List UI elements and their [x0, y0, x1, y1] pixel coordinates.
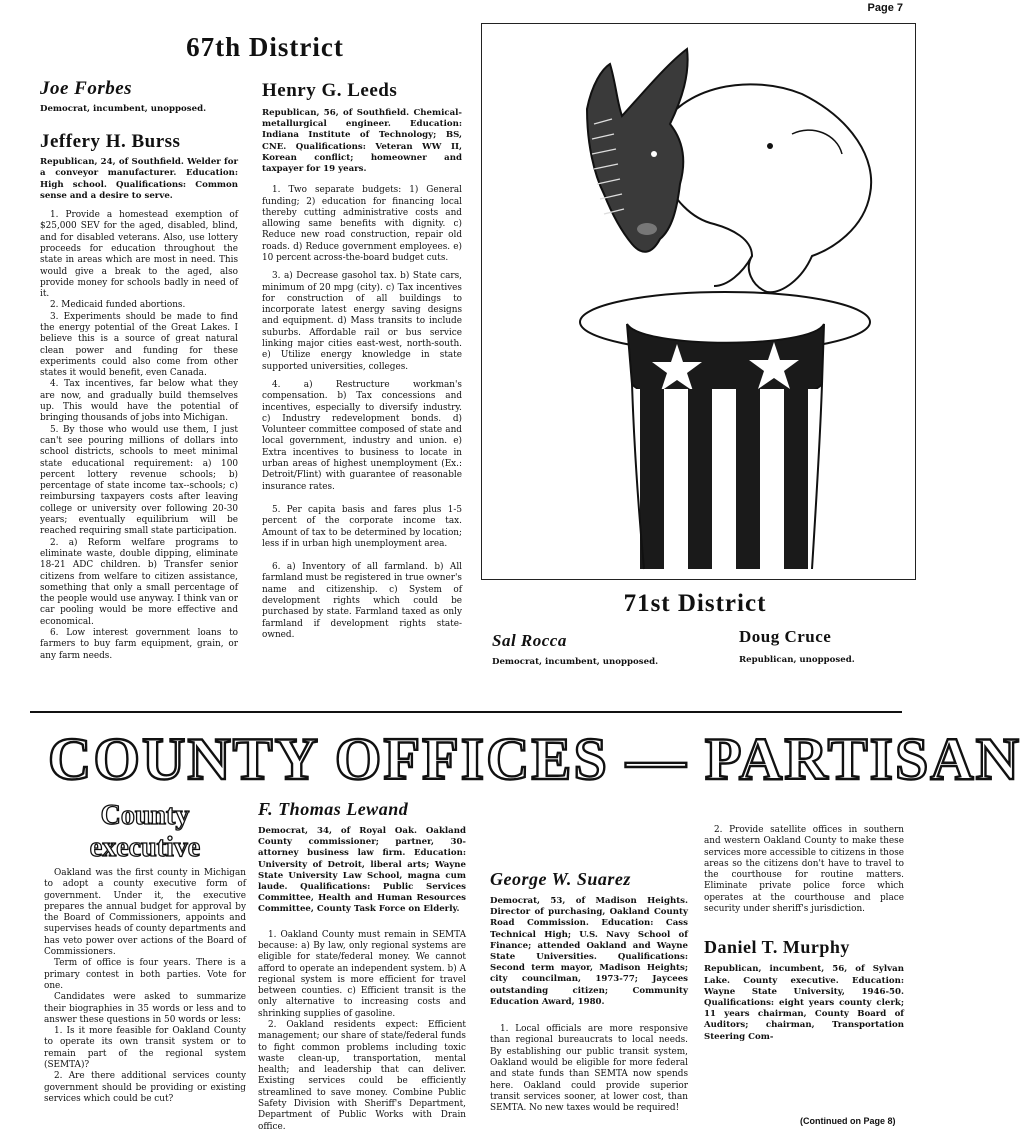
- answer-paragraph: 1. Oakland County must remain in SEMTA because: a) By law, only regional systems are eligible for state/federal money. We cannot afford to operate an independent system. b) A regional system is more efficient for travel between counties. c) Efficient transit is the only alternative to increasing costs and shrinking supplies of gasoline.: [258, 929, 466, 1019]
- answer-paragraph: 1. Local officials are more responsive than regional bureaucrats to local needs. By establishing our public transit system, Oakland would be eligible for more federal and state funds than SEMTA now spends here. Oakland could provide superior transit services sooner, at lower cost, than SEMTA. No new taxes would be required!: [490, 1024, 688, 1114]
- answer-paragraph: 2. Medicaid funded abortions.: [50, 300, 186, 311]
- intro-paragraph: Term of office is four years. There is a primary contest in both parties. Vote for one.: [44, 958, 246, 991]
- candidate-bio-burss: Republican, 24, of Southfield. Welder for a conveyor manufacturer. Education: High school. Qualifications: Common sense and a desire to serve.: [40, 157, 238, 201]
- county-heading-line2: executive: [89, 832, 201, 863]
- answer-paragraph: 2. Provide satellite offices in southern and western Oakland County to make these services more accessible to citizens in those areas so the citizens don't have to travel to the courthouse for routine matters. Eliminate private police force which operates at the courthouse and place security under sheriff's jurisdiction.: [704, 825, 904, 915]
- answer-paragraph: 6. a) Inventory of all farmland. b) All farmland must be registered in true owner's name and citizenship. c) System of development rights which could be purchased by state. Farmland taxed as only farmland if development rights state-owned.: [262, 562, 462, 640]
- editorial-cartoon: [481, 23, 916, 580]
- leeds-answers: [262, 185, 462, 641]
- burss-answers: [40, 210, 238, 662]
- answer-paragraph: 2. a) Reform welfare programs to eliminate waste, double dipping, eliminate 18-21 ADC children. b) Transfer senior citizens from welfare to citizen assistance, something that only a small percentage of the people would use anyway. I think van or car pooling would be more effective and economical.: [40, 537, 238, 627]
- column-left: [40, 78, 238, 662]
- lewand-column: [258, 799, 466, 1133]
- page-number: Page 7: [867, 2, 903, 14]
- candidate-bio-suarez: Democrat, 53, of Madison Heights. Director of purchasing, Oakland County Road Commission. Education: Cass Technical High; U.S. Navy School of Finance; attended Oakland and Wayne State Universities. Qualifications: Second term mayor, Madison Heights; city councilman, 1973-77; Jaycees outstanding citizen; Community Education Award, 1980.: [490, 896, 688, 1007]
- county-offices-banner: COUNTY OFFICES — PARTISAN: [48, 726, 1021, 792]
- candidate-name-forbes: Joe Forbes: [40, 78, 133, 99]
- answer-paragraph: 3. a) Decrease gasohol tax. b) State cars, minimum of 20 mpg (city). c) Tax incentives for construction of all buildings to incorporate latest energy saving designs and equipment. d) Mass transits to include suburbs. Affordable rail or bus service linking major cities east-west, north-south. e) Utilize energy knowledge in state supported universities, colleges.: [262, 271, 462, 372]
- answer-paragraph: 4. Tax incentives, far below what they are now, and gradually build themselves up. This would have the potential of bringing thousands of jobs into Michigan.: [40, 379, 238, 424]
- candidate-bio-leeds: Republican, 56, of Southfield. Chemical-metallurgical engineer. Education: Indiana Institute of Technology; BS, CNE. Qualifications: Veteran WW II, Korean conflict; homeowner and taxpayer for 19 years.: [262, 108, 462, 175]
- candidate-bio-murphy: Republican, incumbent, 56, of Sylvan Lake. County executive. Education: Wayne State University, 1946-50. Qualifications: eight years county clerk; 11 years chairman, County Board of Auditors; chairman, Transportation Steering Com-: [704, 964, 904, 1042]
- district-67-heading: 67th District: [186, 32, 344, 62]
- county-intro: [44, 868, 246, 1105]
- donkey-elephant-hat-icon: [482, 24, 915, 579]
- suarez-column: [490, 869, 688, 1114]
- candidate-name-lewand: F. Thomas Lewand: [258, 799, 409, 819]
- suarez-answer-2: [704, 825, 904, 915]
- lewand-answers: [258, 930, 466, 1133]
- candidate-bio-rocca: Democrat, incumbent, unopposed.: [492, 657, 659, 667]
- answer-paragraph: 1. Two separate budgets: 1) General funding; 2) education for financing local thereby cutting administrative costs and allowing same benefits with dignity. c) Reduce new road construction, repair old roads. d) Reduce government employees. e) 10 percent across-the-board budget cuts.: [262, 185, 462, 263]
- district-71-heading: 71st District: [623, 590, 767, 617]
- right-column: [704, 825, 904, 1043]
- intro-paragraph: 1. Is it more feasible for Oakland County to operate its own transit system or to remain part of the regional system (SEMTA)?: [44, 1026, 246, 1071]
- answer-paragraph: 6. Low interest government loans to farmers to buy farm equipment, grain, or any farm needs.: [40, 628, 238, 661]
- candidate-bio-cruce: Republican, unopposed.: [739, 655, 855, 665]
- candidate-name-burss: Jeffery H. Burss: [40, 131, 181, 153]
- column-middle: [262, 80, 462, 641]
- suarez-answers: [490, 1024, 688, 1114]
- intro-paragraph: 2. Are there additional services county government should be providing or existing services which could be cut?: [44, 1071, 246, 1104]
- candidate-name-murphy: Daniel T. Murphy: [704, 937, 850, 958]
- candidate-bio-lewand: Democrat, 34, of Royal Oak. Oakland County commissioner; partner, 30-attorney business law firm. Education: University of Detroit, liberal arts; Wayne State University Law School, magna cum laude. Qualifications: Public Services Committee, Health and Human Resources Committee, County Task Force on Elderly.: [258, 826, 466, 915]
- county-executive-column: [44, 800, 246, 1105]
- answer-paragraph: 5. By those who would use them, I just can't see pouring millions of dollars into school districts, schools to meet minimal state educational requirement: a) 100 percent lottery revenue schools; b) percentage of state income tax--schools; c) reimbursing taxpayers costs after leaving college or university over following 20-30 years; eventually equilibrium will be reached requiring small state participation.: [40, 424, 238, 537]
- candidate-name-cruce: Doug Cruce: [739, 627, 832, 646]
- candidate-name-rocca: Sal Rocca: [492, 631, 567, 650]
- intro-paragraph: Oakland was the first county in Michigan to adopt a county executive form of government. Under it, the executive prepares the annual budget for approval by the Board of Commissioners, appoints and supervises heads of county departments and has veto power over actions of the Board of Commissioners.: [44, 868, 246, 958]
- answer-paragraph: 5. Per capita basis and fares plus 1-5 percent of the corporate income tax. Amount of tax to be determined by location; less if in urban high unemployment area.: [262, 504, 462, 549]
- answer-paragraph: 1. Provide a homestead exemption of $25,000 SEV for the aged, disabled, blind, and for disabled veterans. Also, use lottery proceeds for education throughout the state in areas which are most in need. This would give a break to the aged, also provide money for schools badly in need of it.: [40, 210, 238, 300]
- answer-paragraph: 2. Oakland residents expect: Efficient management; our share of state/federal funds to fight common problems including toxic waste clean-up, transportation, mental health; and leadership that can deliver. Existing services could be efficiently streamlined to save money. Combine Public Safety Division with Sheriff's Department, Department of Public Works with Drain office.: [258, 1020, 466, 1132]
- candidate-bio-forbes: Democrat, incumbent, unopposed.: [40, 104, 207, 114]
- intro-paragraph: Candidates were asked to summarize their biographies in 35 words or less and to answer these questions in 50 words or less:: [44, 992, 246, 1025]
- candidate-name-leeds: Henry G. Leeds: [262, 80, 398, 101]
- candidate-name-suarez: George W. Suarez: [490, 869, 631, 889]
- section-divider: [30, 711, 902, 713]
- continued-note: (Continued on Page 8): [800, 1116, 896, 1126]
- answer-paragraph: 4. a) Restructure workman's compensation. b) Tax concessions and incentives, especially to diversify industry. c) Industry redevelopment bonds. d) Volunteer committee composed of state and local government, industry and union. e) Extra incentives to business to locate in urban areas of highest unemployment (Ex.: Detroit/Flint) with guarantee of reasonable insurance rates.: [262, 379, 462, 492]
- county-heading-line1: County: [100, 800, 190, 831]
- answer-paragraph: 3. Experiments should be made to find the energy potential of the Great Lakes. I believe this is a source of great natural clean power and funding for these experiments could also come from other states it would benefit, even Canada.: [40, 311, 238, 379]
